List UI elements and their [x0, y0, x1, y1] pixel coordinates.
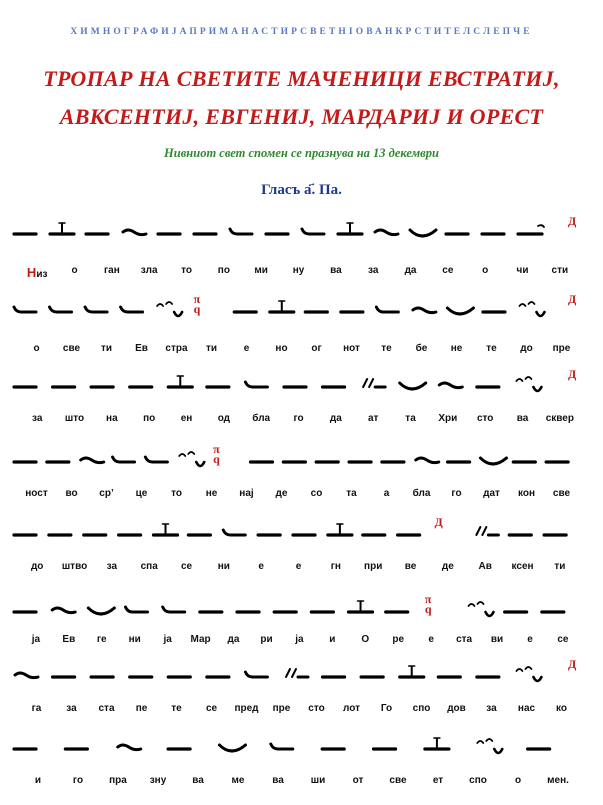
syllable: га [31, 703, 42, 714]
lyric-line-3 [12, 413, 582, 429]
syllable: но [275, 343, 288, 354]
martyria-end-2: Д [568, 292, 577, 306]
neume-klasma [88, 608, 114, 614]
neume-kentima [245, 382, 267, 387]
martyria-end-1: Д [568, 214, 577, 228]
syllable: е [527, 634, 533, 645]
neume-oligon-long [518, 225, 544, 234]
syllable: де [275, 488, 288, 499]
neume-apostrophos [439, 383, 462, 388]
syllable: Ев [135, 343, 148, 354]
syllable: от [352, 775, 364, 786]
syllable: за [66, 703, 77, 714]
neume-oligon [400, 666, 424, 677]
syllable: кон [517, 488, 536, 499]
syllable: го [451, 488, 462, 499]
syllable: се [205, 703, 218, 714]
syllable: Мар [190, 634, 211, 645]
syllable: сквер [545, 413, 574, 424]
syllable: спо [469, 775, 487, 786]
syllable: пре [272, 703, 291, 714]
syllable: при [364, 561, 383, 572]
lyric-line-5 [12, 561, 582, 577]
neume-kentima [376, 307, 398, 312]
neume-double [516, 667, 541, 681]
syllable: о [514, 775, 522, 786]
syllable: ре [392, 634, 405, 645]
syllable: ви [490, 634, 504, 645]
syllable: та [405, 413, 416, 424]
syllable: све [62, 343, 81, 354]
syllable: штво [61, 561, 88, 572]
syllable: ат [367, 413, 379, 424]
syllable: ста [456, 634, 473, 645]
neume-kentima [113, 457, 135, 462]
neume-kentima [126, 607, 148, 612]
neume-apostrophos [118, 745, 141, 750]
syllable: сти [551, 265, 569, 276]
syllable: мен. [547, 775, 569, 786]
neume-line-5 [12, 513, 592, 551]
syllable: спо [412, 703, 431, 714]
syllable: О [361, 634, 370, 645]
syllable: се [557, 634, 569, 645]
neume-kentima [230, 229, 252, 234]
syllable: ва [192, 775, 204, 786]
neume-oligon [168, 376, 192, 387]
syllable: то [171, 488, 182, 499]
syllable: ста [98, 703, 115, 714]
syllable: се [180, 561, 193, 572]
syllable: лот [343, 703, 360, 714]
syllable: до [30, 561, 44, 572]
syllable: ши [310, 775, 326, 786]
syllable: пе [135, 703, 148, 714]
syllable: ср’ [99, 488, 114, 499]
syllable: ни [217, 561, 230, 572]
syllable: ган [103, 265, 120, 276]
syllable: и [329, 634, 336, 645]
syllable: сто [476, 413, 494, 424]
neume-line-1 [12, 212, 592, 250]
syllable: за [367, 265, 379, 276]
neume-kentima [50, 307, 72, 312]
syllable: дов [447, 703, 466, 714]
syllable: дат [483, 488, 500, 499]
neume-kentima [14, 307, 36, 312]
syllable: е [428, 634, 434, 645]
syllable: по [143, 413, 156, 424]
header-band: ХИМНОГРАФИЈАПРИМАНАСТИРСВЕТНІОВАНКРСТИТЕЛСЛЕПЧЕ [70, 27, 533, 37]
syllable: Го [380, 703, 393, 714]
syllable: спа [140, 561, 158, 572]
neume-oligon [154, 524, 178, 535]
syllable: те [171, 703, 182, 714]
syllable: да [227, 634, 240, 645]
syllable: пра [109, 775, 127, 786]
neume-double [468, 602, 493, 616]
syllable: нот [343, 343, 360, 354]
syllable: за [106, 561, 118, 572]
syllable: што [64, 413, 85, 424]
syllable: се [442, 265, 454, 276]
tone-indicator: Гласъ а҃. Па. [261, 182, 342, 198]
syllable: ва [330, 265, 342, 276]
syllable: ет [432, 775, 444, 786]
syllable: а [383, 488, 390, 499]
syllable: е [243, 343, 250, 354]
neume-line-4 [12, 440, 592, 478]
syllable: стра [165, 343, 188, 354]
neume-klasma [480, 458, 506, 464]
syllable: ве [404, 561, 417, 572]
syllable: и [34, 775, 42, 786]
syllable: ја [31, 634, 41, 645]
neume-klasma [410, 230, 436, 236]
neume-kentima [223, 530, 245, 535]
syllable: о [33, 343, 40, 354]
neume-oligon [270, 301, 294, 312]
neume-line-7 [12, 655, 592, 693]
syllable: е [258, 561, 264, 572]
neume-line-6 [12, 590, 592, 628]
neume-oligon [50, 223, 74, 234]
neume-klasma [219, 745, 245, 751]
martyria-mid-4: π q [213, 442, 220, 466]
syllable: ну [292, 265, 305, 276]
syllable: бла [252, 413, 271, 424]
syllable: ни [128, 634, 141, 645]
lyric-line-1 [12, 265, 582, 281]
syllable: пре [552, 343, 571, 354]
syllable: ти [554, 561, 566, 572]
syllable: све [552, 488, 571, 499]
syllable: ва [272, 775, 284, 786]
syllable: то [181, 265, 192, 276]
martyria-end-3: Д [568, 367, 577, 381]
neume-klasma [447, 308, 473, 314]
syllable: на [106, 413, 118, 424]
lyric-line-4 [12, 488, 582, 504]
syllable: те [381, 343, 392, 354]
syllable: та [346, 488, 357, 499]
neume-apostrophos [123, 230, 146, 235]
neume-double [519, 302, 544, 316]
neume-line-3 [12, 365, 592, 403]
syllable: од [217, 413, 231, 424]
neume-kentima [302, 229, 324, 234]
syllable: ксен [511, 561, 534, 572]
syllable: ме [231, 775, 245, 786]
syllable: до [520, 343, 533, 354]
subtitle: Нивниот свет спомен се празнува на 13 декември [164, 146, 439, 160]
syllable: ја [163, 634, 172, 645]
syllable: не [450, 343, 463, 354]
neume-apostrophos [52, 608, 75, 613]
syllable: ри [260, 634, 273, 645]
syllable: ти [100, 343, 113, 354]
syllable: ко [556, 703, 567, 714]
neume-double [157, 302, 182, 316]
lyric-line-7 [12, 703, 582, 719]
syllable: нас [517, 703, 536, 714]
syllable: за [486, 703, 497, 714]
title-line-1: ТРОПАР НА СВЕТИТЕ МАЧЕНИЦИ ЕВСТРАТИЈ, [43, 66, 560, 91]
syllable: ност [25, 488, 48, 499]
neume-kentima [145, 457, 167, 462]
neume-apostrophos [15, 673, 38, 678]
neume-apostrophos [413, 308, 436, 313]
neume-kentima [163, 607, 185, 612]
syllable: о [71, 265, 78, 276]
neume-line-8 [12, 727, 592, 765]
neume-kentima [85, 307, 107, 312]
syllable: Хри [438, 413, 458, 424]
syllable: бла [412, 488, 431, 499]
neume-oligon [328, 524, 352, 535]
neume-gorgon [286, 669, 308, 677]
lyric-line-2 [12, 343, 582, 359]
syllable: ја [295, 634, 304, 645]
neume-gorgon [363, 379, 385, 387]
syllable: е [295, 561, 302, 572]
syllable: де [441, 561, 454, 572]
neume-double [516, 377, 541, 391]
neume-double [477, 739, 502, 753]
syllable: Низ [26, 265, 48, 280]
syllable: ге [96, 634, 107, 645]
neume-oligon [349, 601, 373, 612]
syllable: го [72, 775, 84, 786]
syllable: ен [180, 413, 193, 424]
syllable: зну [149, 775, 167, 786]
syllable: со [310, 488, 323, 499]
neume-klasma [400, 383, 426, 389]
syllable: да [404, 265, 417, 276]
drop-cap: Н [26, 265, 37, 280]
syllable: о [482, 265, 489, 276]
neume-kentima [245, 672, 267, 677]
neume-apostrophos [375, 230, 398, 235]
lyric-line-6 [12, 634, 582, 650]
martyria-mid-2: π q [193, 292, 201, 316]
neume-apostrophos [81, 458, 104, 463]
lyric-line-8 [12, 775, 582, 791]
syllable: чи [516, 265, 529, 276]
neume-gorgon [476, 527, 498, 535]
syllable: пред [234, 703, 259, 714]
syllable: Ав [478, 561, 492, 572]
syllable: сто [308, 703, 325, 714]
syllable: бе [415, 343, 428, 354]
syllable: ва [516, 413, 529, 424]
syllable: ти [205, 343, 218, 354]
martyria-end-7: Д [568, 657, 577, 671]
syllable: Ев [62, 634, 76, 645]
neume-kentima [121, 307, 143, 312]
neume-kentima [271, 744, 293, 749]
neume-oligon [425, 738, 449, 749]
syllable: те [486, 343, 497, 354]
title-line-2: АВКСЕНТИЈ, ЕВГЕНИЈ, МАРДАРИЈ И ОРЕСТ [59, 104, 544, 129]
syllable: гн [330, 561, 341, 572]
syllable: ог [311, 343, 322, 354]
syllable: да [329, 413, 342, 424]
syllable: ми [254, 265, 268, 276]
martyria-mid-6: π q [424, 592, 432, 616]
neume-double [179, 452, 204, 466]
syllable: во [65, 488, 78, 499]
syllable: по [217, 265, 230, 276]
neume-apostrophos [416, 458, 439, 463]
syllable: це [135, 488, 148, 499]
syllable: не [205, 488, 218, 499]
neume-line-2 [12, 290, 592, 328]
martyria-mid-5: Д [434, 515, 443, 529]
syllable: за [31, 413, 43, 424]
syllable: зла [140, 265, 158, 276]
syllable: го [293, 413, 304, 424]
syllable: нај [239, 488, 254, 499]
neume-oligon [338, 223, 362, 234]
syllable: све [389, 775, 407, 786]
